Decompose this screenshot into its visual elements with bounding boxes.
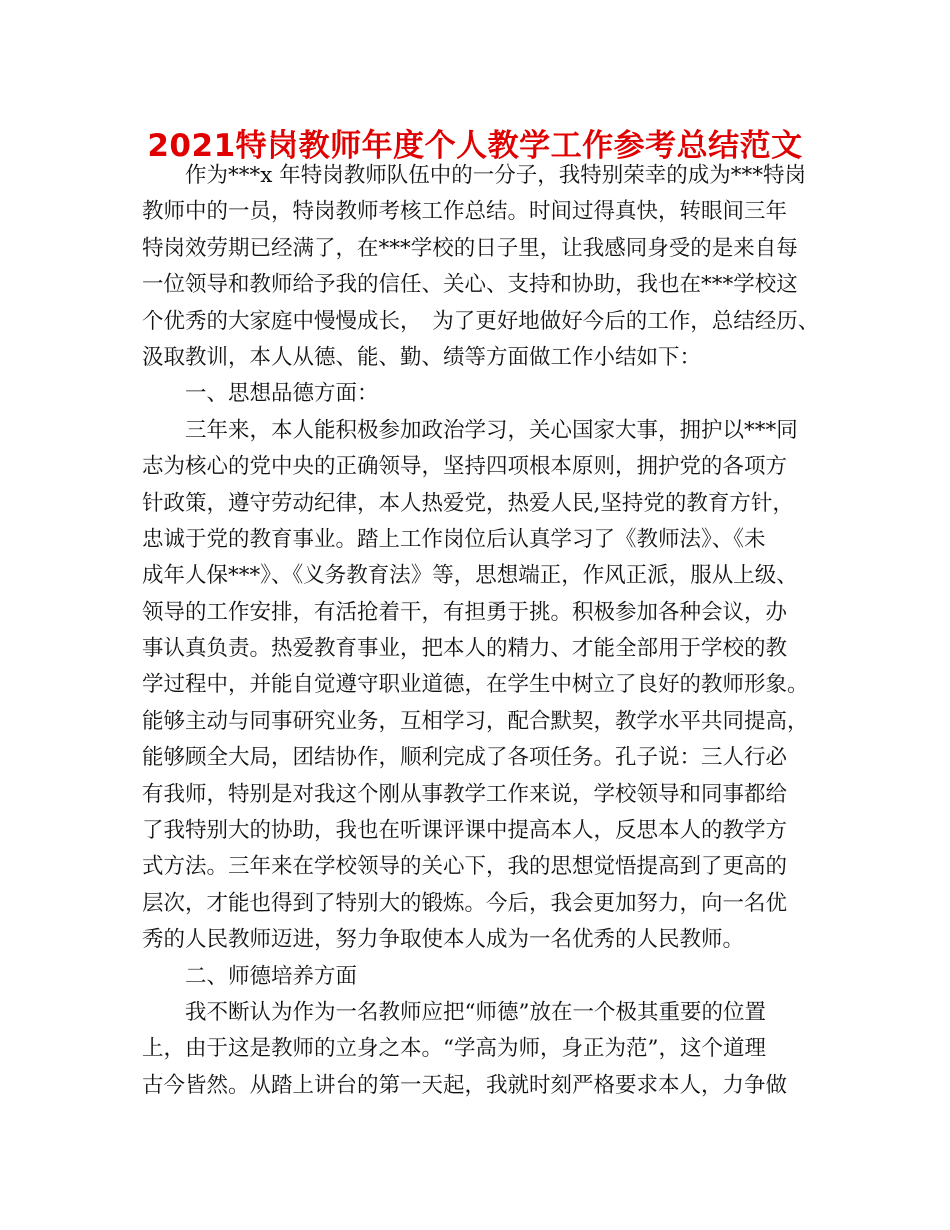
body-line: 能够主动与同事研究业务，互相学习，配合默契，教学水平共同提高， — [142, 708, 809, 734]
body-line: 我不断认为作为一名教师应把“师德”放在一个极其重要的位置 — [185, 999, 766, 1025]
body-line: 教师中的一员，特岗教师考核工作总结。时间过得真快，转眼间三年 — [142, 199, 788, 225]
body-line: 针政策，遵守劳动纪律，本人热爱党，热爱人民,坚持党的教育方针， — [142, 490, 794, 516]
body-line: 了我特别大的协助，我也在听课评课中提高本人，反思本人的教学方 — [142, 818, 788, 844]
body-line: 成年人保***》、《义务教育法》等，思想端正，作风正派，服从上级、 — [142, 563, 798, 589]
body-line: 一、思想品德方面： — [185, 381, 379, 407]
body-line: 式方法。三年来在学校领导的关心下，我的思想觉悟提高到了更高的 — [142, 854, 788, 880]
body-line: 秀的人民教师迈进，努力争取使本人成为一名优秀的人民教师。 — [142, 927, 745, 953]
body-line: 学过程中，并能自觉遵守职业道德，在学生中树立了良好的教师形象。 — [142, 672, 809, 698]
body-line: 事认真负责。热爱教育事业，把本人的精力、才能全部用于学校的教 — [142, 636, 788, 662]
body-line: 层次，才能也得到了特别大的锻炼。今后，我会更加努力，向一名优 — [142, 890, 788, 916]
body-line: 三年来，本人能积极参加政治学习，关心国家大事，拥护以***同 — [185, 417, 798, 443]
body-line: 能够顾全大局，团结协作，顺利完成了各项任务。孔子说：三人行必 — [142, 745, 788, 771]
body-line: 作为***x 年特岗教师队伍中的一分子，我特别荣幸的成为***特岗 — [185, 163, 806, 188]
body-line: 汲取教训，本人从德、能、勤、绩等方面做工作小结如下： — [142, 344, 702, 370]
body-line: 忠诚于党的教育事业。踏上工作岗位后认真学习了《教师法》、《未 — [142, 526, 766, 552]
body-line: 个优秀的大家庭中慢慢成长， 为了更好地做好今后的工作，总结经历、 — [142, 308, 820, 334]
body-line: 特岗效劳期已经满了，在***学校的日子里，让我感同身受的是来自每 — [142, 235, 798, 261]
body-line: 领导的工作安排，有活抢着干，有担勇于挑。积极参加各种会议，办 — [142, 599, 788, 625]
body-line: 一位领导和教师给予我的信任、关心、支持和协助，我也在***学校这 — [142, 272, 798, 298]
body-line: 二、师德培养方面 — [185, 963, 358, 989]
body-line: 有我师，特别是对我这个刚从事教学工作来说，学校领导和同事都给 — [142, 781, 788, 807]
body-line: 上，由于这是教师的立身之本。“学高为师，身正为范”，这个道理 — [142, 1036, 766, 1062]
body-line: 古今皆然。从踏上讲台的第一天起，我就时刻严格要求本人，力争做 — [142, 1072, 788, 1098]
document-title: 2021特岗教师年度个人教学工作参考总结范文 — [147, 128, 803, 164]
body-line: 志为核心的党中央的正确领导，坚持四项根本原则，拥护党的各项方 — [142, 454, 788, 480]
document-body — [142, 158, 822, 1104]
